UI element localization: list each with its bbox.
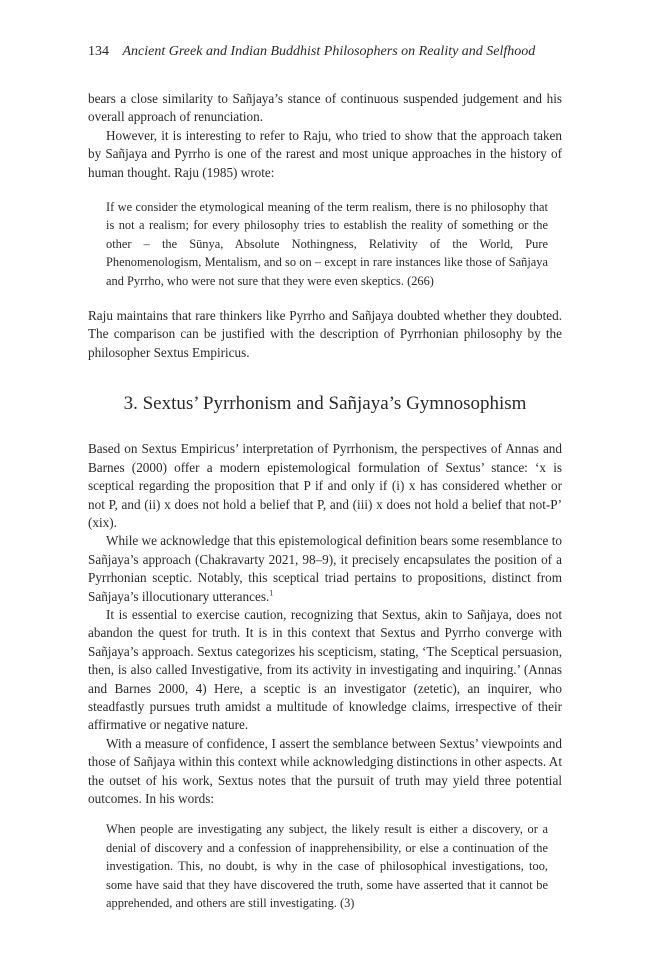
paragraph-continuation: bears a close similarity to Sañjaya’s stance of continuous suspended judgement and his overall approach of renunciation.	[88, 91, 562, 125]
page-body	[88, 90, 562, 929]
paragraph-caution: It is essential to exercise caution, recognizing that Sextus, akin to Sañjaya, does not abandon the quest for truth. It is in this context that Sextus and Pyrrho converge with Sañjaya’s approach. Sextus categorizes his scepticism, stating, ‘The Sceptical persuasion, then, is also called Investigative, from its activity in investigating and inquiring.’ (Annas and Barnes 2000, 4) Here, a sceptic is an investigator (zetetic), an inquirer, who steadfastly pursues truth amidst a multitude of knowledge claims, irrespective of their affirmative or negative nature.	[88, 606, 562, 733]
paragraph-raju-maintains: Raju maintains that rare thinkers like Pyrrho and Sañjaya doubted whether they doubted. The comparison can be justified with the description of Pyrrhonian philosophy by the philosopher Sextus Empiricus.	[88, 308, 562, 360]
block-quote-sextus: When people are investigating any subject, the likely result is either a discovery, or a denial of discovery and a confession of inapprehensibility, or else a continuation of the investigation. This, no doubt, is why in the case of philosophical investigations, too, some have said that they have discovered the truth, some have asserted that it cannot be apprehended, and others are still investigating. (3)	[106, 822, 548, 911]
section-heading: 3. Sextus’ Pyrrhonism and Sañjaya’s Gymnosophism	[123, 393, 527, 415]
running-header	[88, 44, 535, 60]
paragraph-raju-intro: However, it is interesting to refer to Raju, who tried to show that the approach taken by Sañjaya and Pyrrho is one of the rarest and most unique approaches in the history of human thought. Raju (1985) wrote:	[88, 127, 562, 180]
page-number: 134	[88, 44, 109, 59]
paragraph-epistemological-definition	[88, 532, 562, 606]
footnote-marker: 1	[269, 588, 274, 598]
paragraph-confidence: With a measure of confidence, I assert the semblance between Sextus’ viewpoints and those of Sañjaya within this context while acknowledging distinctions in other aspects. At the outset of his work, Sextus notes that the pursuit of truth may yield three potential outcomes. In his words:	[88, 735, 562, 806]
paragraph-text: While we acknowledge that this epistemological definition bears some resemblance to Sañjaya’s approach (Chakravarty 2021, 98–9), it precisely encapsulates the position of a Pyrrhonian sceptic. Notably, this sceptical triad pertains to propositions, distinct from Sañjaya’s illocutionary utterances.	[88, 533, 562, 604]
block-quote-raju: If we consider the etymological meaning of the term realism, there is no philosophy that is not a realism; for every philosophy tries to establish the reality of something or the other – the Sūnya, Absolute Nothingness, Relativity of the World, Pure Phenomenologism, Mentalism, and so on – except in rare instances like those of Sañjaya and Pyrrho, who were not sure that they were even skeptics. (266)	[106, 200, 548, 288]
running-title: Ancient Greek and Indian Buddhist Philosophers on Reality and Selfhood	[122, 44, 536, 59]
paragraph-sextus-interpretation: Based on Sextus Empiricus’ interpretation of Pyrrhonism, the perspectives of Annas and Barnes (2000) offer a modern epistemological formulation of Sextus’ stance: ‘x is sceptical regarding the proposition that P if and only if (i) x has considered whether or not P, and (ii) x does not hold a belief that P, and (iii) x does not hold a belief that not-P’ (xix).	[88, 441, 562, 530]
